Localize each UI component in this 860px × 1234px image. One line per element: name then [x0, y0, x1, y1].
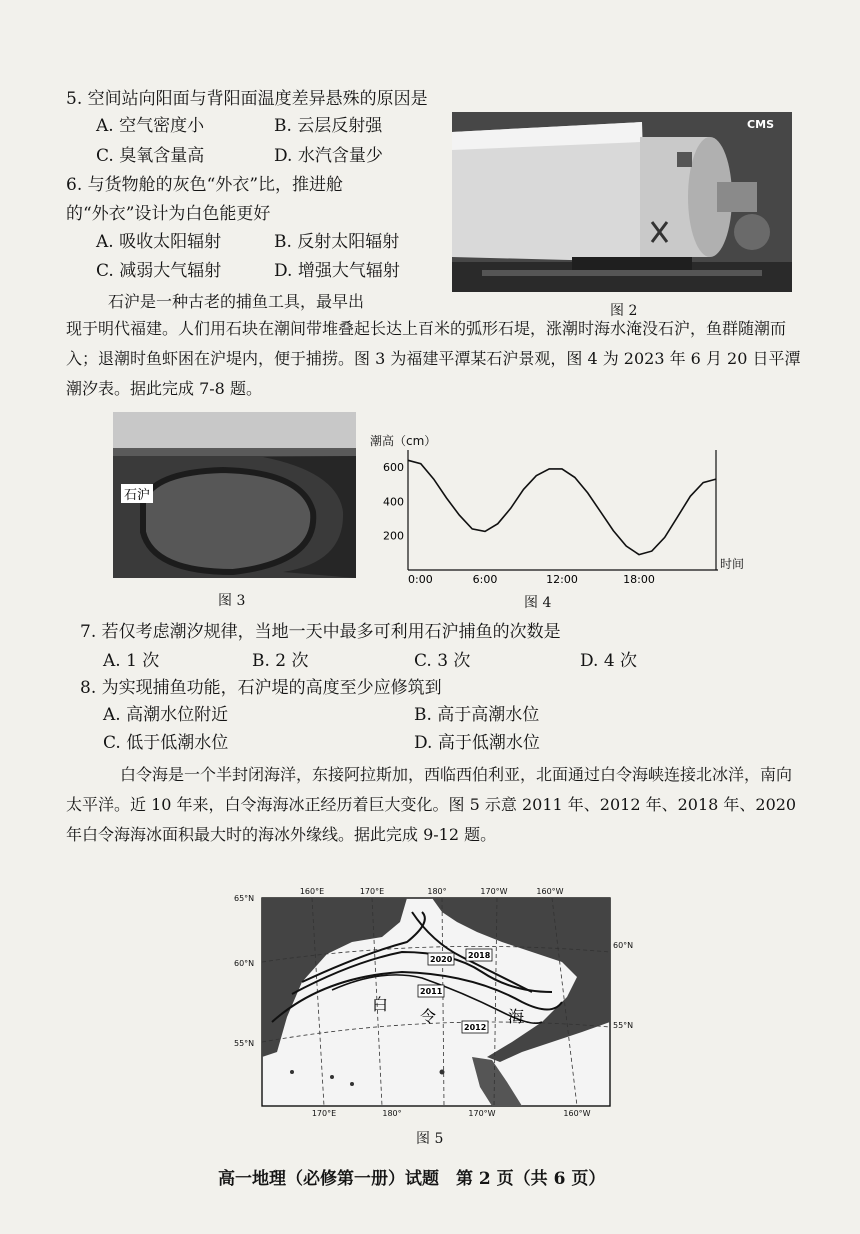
- q5-option-d: D. 水汽含量少: [274, 146, 383, 166]
- sea-name-character: 令: [420, 1007, 437, 1026]
- top-longitude-label: 160°E: [299, 887, 325, 896]
- passage1-body: 现于明代福建。人们用石块在潮间带堆叠起长达上百米的弧形石堤，涨潮时海水淹没石沪，鱼群随潮而入；退潮时鱼虾困在沪堤内，便于捕捞。图 3 为福建平潭某石沪景观，图 4 为 2023 年 6 月 20 日平潭潮汐表。据此完成 7-8 题。: [66, 319, 801, 398]
- q7-option-a: A. 1 次: [103, 651, 160, 671]
- bottom-longitude-label: 180°: [382, 1109, 402, 1118]
- y-tick-label: 600: [383, 461, 404, 475]
- cms-logo: CMS: [747, 118, 774, 131]
- chart-ylabel: 潮高（cm）: [370, 434, 437, 448]
- year-label: 2011: [420, 987, 443, 996]
- q5-stem: 5. 空间站向阳面与背阳面温度差异悬殊的原因是: [66, 89, 428, 109]
- bottom-longitude-label: 160°W: [563, 1109, 591, 1118]
- q8-option-c: C. 低于低潮水位: [103, 733, 229, 753]
- x-tick-label: 12:00: [546, 573, 578, 586]
- q6-option-a: A. 吸收太阳辐射: [96, 232, 222, 252]
- figure-3-caption: 图 3: [218, 593, 246, 609]
- top-longitude-label: 180°: [427, 887, 447, 896]
- passage1-first-line: 石沪是一种古老的捕鱼工具，最早出: [108, 292, 365, 311]
- figure-4-caption: 图 4: [524, 595, 552, 611]
- q6-option-b: B. 反射太阳辐射: [274, 232, 400, 252]
- q8-stem: 8. 为实现捕鱼功能，石沪堤的高度至少应修筑到: [80, 678, 442, 698]
- year-label: 2020: [430, 955, 453, 964]
- sea-name-character: 白: [372, 995, 389, 1014]
- tide-curve: [408, 460, 716, 554]
- y-tick-label: 400: [383, 495, 404, 509]
- q7-stem: 7. 若仅考虑潮汐规律，当地一天中最多可利用石沪捕鱼的次数是: [80, 622, 561, 642]
- figure-2-space-station-photo: [452, 112, 792, 292]
- passage2-body: 白令海是一个半封闭海洋，东接阿拉斯加，西临西伯利亚，北面通过白令海峡连接北冰洋，南向太平洋。近 10 年来，白令海海冰正经历着巨大变化。图 5 示意 2011 年、2012 年、2018 年、2020 年白令海海冰面积最大时的海冰外缘线。据此完成 9-12 题。: [66, 765, 797, 844]
- y-tick-label: 200: [383, 529, 404, 543]
- sea-name-character: 海: [508, 1007, 525, 1026]
- x-tick-label: 6:00: [472, 573, 498, 586]
- bottom-longitude-label: 170°W: [468, 1109, 496, 1118]
- q5-option-a: A. 空气密度小: [96, 116, 205, 136]
- q6-option-d: D. 增强大气辐射: [274, 261, 400, 281]
- q7-option-c: C. 3 次: [414, 651, 471, 671]
- left-latitude-label: 65°N: [234, 894, 255, 903]
- top-longitude-label: 170°E: [359, 887, 385, 896]
- q8-option-d: D. 高于低潮水位: [414, 733, 540, 753]
- top-longitude-label: 160°W: [536, 887, 564, 896]
- figure-4-tide-chart: [368, 432, 768, 586]
- q6-stem-line1: 6. 与货物舱的灰色“外衣”比，推进舱: [66, 175, 344, 195]
- chart-xlabel: 时间: [720, 557, 745, 571]
- q5-option-b: B. 云层反射强: [274, 116, 383, 136]
- figure-5-caption: 图 5: [416, 1131, 444, 1147]
- q5-option-c: C. 臭氧含量高: [96, 146, 205, 166]
- figure-3-stone-weir-photo: [113, 412, 356, 578]
- x-tick-label: 0:00: [408, 573, 433, 586]
- right-latitude-label: 55°N: [613, 1021, 634, 1030]
- left-latitude-label: 60°N: [234, 959, 255, 968]
- year-label: 2012: [464, 1023, 487, 1032]
- year-label: 2018: [468, 951, 491, 960]
- figure-3-label: 石沪: [121, 484, 153, 503]
- bottom-longitude-label: 170°E: [311, 1109, 337, 1118]
- figure-5-bering-sea-map: [232, 882, 634, 1122]
- x-tick-label: 18:00: [623, 573, 655, 586]
- left-latitude-label: 55°N: [234, 1039, 255, 1048]
- q6-stem-line2: 的“外衣”设计为白色能更好: [66, 204, 271, 224]
- q6-option-c: C. 减弱大气辐射: [96, 261, 222, 281]
- q8-option-a: A. 高潮水位附近: [103, 705, 229, 725]
- top-longitude-label: 170°W: [480, 887, 508, 896]
- q8-option-b: B. 高于高潮水位: [414, 705, 540, 725]
- figure-2-caption: 图 2: [610, 303, 638, 319]
- right-latitude-label: 60°N: [613, 941, 634, 950]
- q7-option-d: D. 4 次: [580, 651, 638, 671]
- page-footer: 高一地理（必修第一册）试题 第 2 页（共 6 页）: [218, 1169, 606, 1189]
- q7-option-b: B. 2 次: [252, 651, 309, 671]
